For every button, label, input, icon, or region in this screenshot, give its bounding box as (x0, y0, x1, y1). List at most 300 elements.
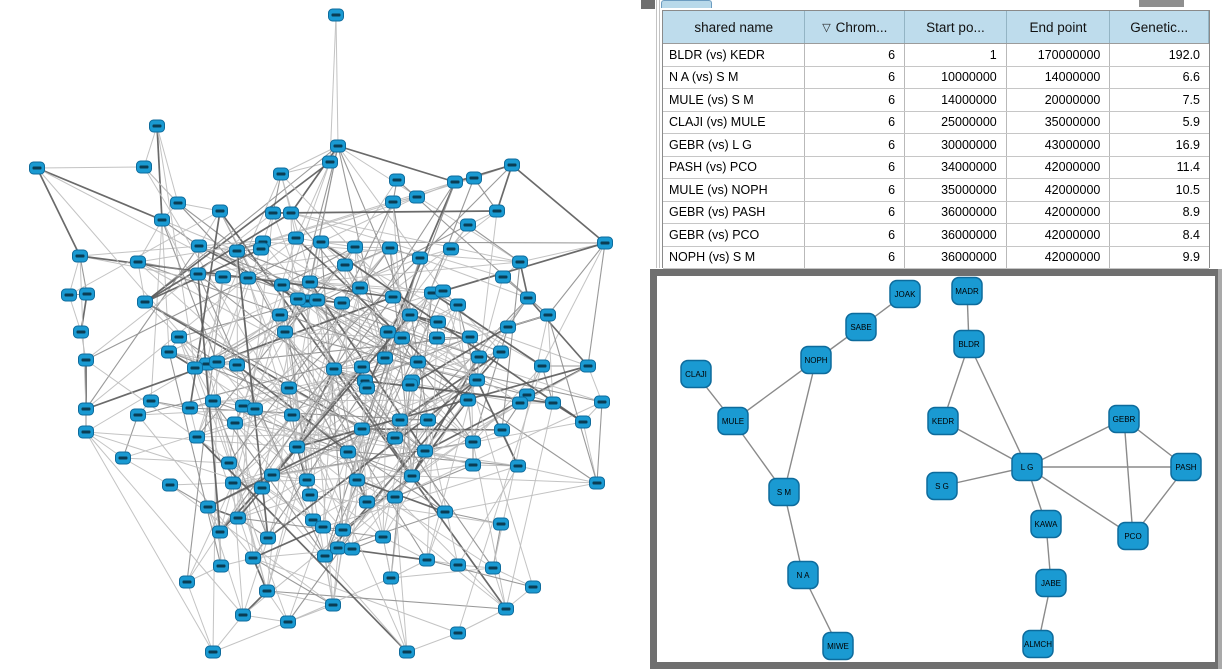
network-node[interactable] (470, 374, 485, 386)
node-label-smudge (358, 366, 367, 369)
network-node[interactable] (335, 297, 350, 309)
node-label-smudge (191, 367, 200, 370)
scrollbar-thumb[interactable] (1139, 0, 1184, 7)
subnetwork-node-MULE[interactable] (718, 408, 748, 435)
cell-shared-name[interactable]: N A (vs) S M (663, 67, 805, 89)
node-label-smudge (175, 336, 184, 339)
subnetwork-node-CLAJI[interactable] (681, 361, 711, 388)
network-node[interactable] (180, 576, 195, 588)
network-node[interactable] (318, 550, 333, 562)
network-node[interactable] (486, 562, 501, 574)
table-row[interactable] (663, 44, 1209, 67)
subnetwork-node-label: BLDR (958, 340, 980, 349)
column-header-chrom---[interactable] (805, 11, 905, 43)
network-edge[interactable] (321, 242, 605, 243)
subnetwork-node-KEDR[interactable] (928, 408, 958, 435)
node-label-smudge (65, 294, 74, 297)
subnetwork-node-LG[interactable] (1012, 454, 1042, 481)
network-node[interactable] (73, 250, 88, 262)
cell-value[interactable]: 36000000 (905, 224, 1007, 246)
cell-value[interactable]: 6 (805, 224, 905, 246)
network-node[interactable] (494, 518, 509, 530)
cell-shared-name[interactable]: GEBR (vs) L G (663, 134, 805, 156)
network-node[interactable] (431, 316, 446, 328)
table-row[interactable] (663, 247, 1209, 270)
network-node[interactable] (436, 285, 451, 297)
node-label-smudge (454, 632, 463, 635)
node-label-smudge (504, 326, 513, 329)
network-edge[interactable] (506, 403, 553, 609)
network-node[interactable] (388, 491, 403, 503)
cell-shared-name[interactable]: GEBR (vs) PASH (663, 202, 805, 224)
network-node[interactable] (183, 402, 198, 414)
column-header-shared-name[interactable] (663, 11, 805, 43)
node-label-smudge (165, 351, 174, 354)
network-edge[interactable] (187, 582, 213, 652)
network-node[interactable] (190, 431, 205, 443)
network-node[interactable] (393, 414, 408, 426)
subnetwork-node-NOPH[interactable] (801, 347, 831, 374)
node-label-smudge (268, 474, 277, 477)
network-node[interactable] (201, 501, 216, 513)
node-label-smudge (193, 436, 202, 439)
node-label-smudge (147, 400, 156, 403)
network-node[interactable] (275, 279, 290, 291)
network-node[interactable] (378, 352, 393, 364)
node-label-smudge (424, 419, 433, 422)
network-node[interactable] (171, 197, 186, 209)
node-label-smudge (601, 242, 610, 245)
network-node[interactable] (248, 403, 263, 415)
network-node[interactable] (213, 526, 228, 538)
subnetwork-node-PCO[interactable] (1118, 523, 1148, 550)
subnetwork-node-MIWE[interactable] (823, 633, 853, 660)
network-node[interactable] (546, 397, 561, 409)
network-node[interactable] (341, 446, 356, 458)
network-node[interactable] (316, 521, 331, 533)
network-node[interactable] (310, 294, 325, 306)
network-node[interactable] (576, 416, 591, 428)
subnetwork-canvas[interactable] (657, 276, 1215, 662)
network-node[interactable] (260, 585, 275, 597)
network-node[interactable] (495, 424, 510, 436)
cell-value[interactable]: 35000000 (905, 179, 1007, 201)
subnetwork-node-label: MIWE (827, 642, 849, 651)
network-node[interactable] (206, 395, 221, 407)
network-node[interactable] (505, 159, 520, 171)
network-node[interactable] (116, 452, 131, 464)
node-label-smudge (313, 299, 322, 302)
cell-shared-name[interactable]: NOPH (vs) S M (663, 247, 805, 269)
network-node[interactable] (285, 409, 300, 421)
subnetwork-node-KAWA[interactable] (1031, 511, 1061, 538)
network-node[interactable] (230, 245, 245, 257)
network-node[interactable] (526, 581, 541, 593)
network-node[interactable] (467, 172, 482, 184)
node-label-smudge (229, 482, 238, 485)
network-node[interactable] (266, 207, 281, 219)
network-node[interactable] (535, 360, 550, 372)
cell-shared-name[interactable]: CLAJI (vs) MULE (663, 112, 805, 134)
network-node[interactable] (421, 414, 436, 426)
cell-value[interactable]: 9.9 (1182, 250, 1200, 265)
cell-value[interactable]: 42000000 (1007, 247, 1111, 269)
subnetwork-node-SABE[interactable] (846, 314, 876, 341)
network-node[interactable] (192, 240, 207, 252)
cell-shared-name[interactable]: GEBR (vs) PCO (663, 224, 805, 246)
subnetwork-node-BLDR[interactable] (954, 331, 984, 358)
network-node[interactable] (350, 474, 365, 486)
node-label-smudge (332, 14, 341, 17)
network-node[interactable] (388, 432, 403, 444)
table-tab-fragment[interactable] (661, 0, 712, 8)
node-label-smudge (219, 276, 228, 279)
network-node[interactable] (210, 356, 225, 368)
node-label-smudge (264, 537, 273, 540)
cell-value[interactable]: 6 (805, 134, 905, 156)
network-node[interactable] (521, 292, 536, 304)
node-label-smudge (475, 356, 484, 359)
network-node[interactable] (418, 445, 433, 457)
network-node[interactable] (381, 326, 396, 338)
node-label-smudge (416, 257, 425, 260)
cell-value[interactable]: 7.5 (1182, 92, 1200, 107)
cell-value[interactable]: 42000000 (1007, 157, 1111, 179)
cell-value[interactable]: 25000000 (905, 112, 1007, 134)
network-node[interactable] (496, 271, 511, 283)
table-row[interactable] (663, 112, 1209, 135)
network-node[interactable] (355, 423, 370, 435)
network-node[interactable] (281, 616, 296, 628)
network-node[interactable] (222, 457, 237, 469)
network-node[interactable] (254, 243, 269, 255)
network-node[interactable] (420, 554, 435, 566)
network-edge[interactable] (273, 211, 497, 213)
column-header-start-po---[interactable] (905, 11, 1007, 43)
node-label-smudge (579, 421, 588, 424)
node-label-smudge (326, 161, 335, 164)
cell-value[interactable]: 14000000 (905, 89, 1007, 111)
filter-sort-icon[interactable]: ▽ (822, 21, 831, 34)
network-node[interactable] (403, 309, 418, 321)
network-node[interactable] (451, 299, 466, 311)
panel-splitter[interactable] (656, 0, 657, 268)
network-node[interactable] (241, 272, 256, 284)
network-node[interactable] (172, 331, 187, 343)
network-node[interactable] (360, 382, 375, 394)
network-node[interactable] (513, 256, 528, 268)
cell-value[interactable]: 35000000 (1007, 112, 1111, 134)
cell-shared-name[interactable]: PASH (vs) PCO (663, 157, 805, 179)
subnetwork-node-NA[interactable] (788, 562, 818, 589)
network-node[interactable] (513, 397, 528, 409)
network-node[interactable] (490, 205, 505, 217)
network-node[interactable] (348, 241, 363, 253)
network-node[interactable] (216, 271, 231, 283)
cell-value[interactable]: 34000000 (905, 157, 1007, 179)
cell-value[interactable]: 42000000 (1007, 224, 1111, 246)
network-node[interactable] (300, 474, 315, 486)
network-node[interactable] (595, 396, 610, 408)
network-node[interactable] (461, 219, 476, 231)
network-node[interactable] (376, 531, 391, 543)
network-node[interactable] (413, 252, 428, 264)
cell-shared-name[interactable]: BLDR (vs) KEDR (663, 44, 805, 66)
network-edge[interactable] (86, 432, 213, 652)
cell-value[interactable]: 10.5 (1175, 182, 1200, 197)
subnetwork-node-ALMCH[interactable] (1023, 631, 1053, 658)
network-node[interactable] (400, 646, 415, 658)
network-node[interactable] (188, 362, 203, 374)
table-row[interactable] (663, 224, 1209, 247)
network-node[interactable] (386, 196, 401, 208)
network-node[interactable] (353, 282, 368, 294)
cell-value[interactable]: 10000000 (905, 67, 1007, 89)
network-node[interactable] (30, 162, 45, 174)
network-node[interactable] (338, 259, 353, 271)
network-node[interactable] (162, 346, 177, 358)
network-node[interactable] (494, 346, 509, 358)
network-node[interactable] (289, 232, 304, 244)
network-node[interactable] (430, 332, 445, 344)
network-node[interactable] (155, 214, 170, 226)
node-label-smudge (516, 402, 525, 405)
network-node[interactable] (463, 331, 478, 343)
network-node[interactable] (291, 293, 306, 305)
node-label-smudge (119, 457, 128, 460)
cell-value[interactable]: 42000000 (1007, 202, 1111, 224)
network-node[interactable] (405, 470, 420, 482)
network-node[interactable] (278, 326, 293, 338)
cell-value[interactable]: 20000000 (1007, 89, 1111, 111)
subnetwork-node-label: JABE (1040, 579, 1062, 588)
cell-value[interactable]: 170000000 (1007, 44, 1111, 66)
node-label-smudge (408, 475, 417, 478)
network-node[interactable] (282, 382, 297, 394)
column-header-genetic---[interactable] (1110, 11, 1209, 43)
cell-value[interactable]: 8.9 (1182, 205, 1200, 220)
table-row[interactable] (663, 157, 1209, 180)
node-label-smudge (141, 301, 150, 304)
network-node[interactable] (386, 291, 401, 303)
table-row[interactable] (663, 179, 1209, 202)
network-node[interactable] (438, 506, 453, 518)
network-edge[interactable] (445, 483, 597, 512)
subnetwork-node-MADR[interactable] (952, 278, 982, 305)
network-node[interactable] (274, 168, 289, 180)
node-label-smudge (469, 464, 478, 467)
network-node[interactable] (327, 363, 342, 375)
network-edge[interactable] (512, 165, 605, 243)
subnetwork-node-JOAK[interactable] (890, 281, 920, 308)
cell-value[interactable]: 6 (805, 157, 905, 179)
network-node[interactable] (403, 379, 418, 391)
network-node[interactable] (499, 603, 514, 615)
node-label-smudge (269, 212, 278, 215)
cell-value[interactable]: 14000000 (1007, 67, 1111, 89)
network-node[interactable] (230, 359, 245, 371)
network-edge[interactable] (213, 622, 288, 652)
network-node[interactable] (191, 268, 206, 280)
subnetwork-edge-GEBR-PCO[interactable] (1124, 419, 1133, 536)
network-node[interactable] (273, 309, 288, 321)
node-label-smudge (414, 361, 423, 364)
network-node[interactable] (360, 496, 375, 508)
network-node[interactable] (444, 243, 459, 255)
cell-shared-name[interactable]: MULE (vs) NOPH (663, 179, 805, 201)
cell-value[interactable]: 8.4 (1182, 227, 1200, 242)
network-node[interactable] (284, 207, 299, 219)
network-node[interactable] (395, 332, 410, 344)
cell-value[interactable]: 6 (805, 89, 905, 111)
node-label-smudge (317, 241, 326, 244)
table-row[interactable] (663, 202, 1209, 225)
network-node[interactable] (150, 120, 165, 132)
network-node[interactable] (590, 477, 605, 489)
network-node[interactable] (345, 543, 360, 555)
subnetwork-edge-BLDR-LG[interactable] (969, 344, 1027, 467)
network-edge[interactable] (458, 466, 518, 565)
subnetwork-node-JABE[interactable] (1036, 570, 1066, 597)
node-label-smudge (213, 361, 222, 364)
cell-value[interactable]: 30000000 (905, 134, 1007, 156)
subnetwork-node-SG[interactable] (927, 473, 957, 500)
network-node[interactable] (451, 627, 466, 639)
network-node[interactable] (329, 9, 344, 21)
network-node[interactable] (598, 237, 613, 249)
network-node[interactable] (236, 609, 251, 621)
network-edge[interactable] (37, 168, 80, 256)
cell-value[interactable]: 36000000 (905, 202, 1007, 224)
network-node[interactable] (62, 289, 77, 301)
network-node[interactable] (466, 459, 481, 471)
network-node[interactable] (384, 572, 399, 584)
network-node[interactable] (411, 356, 426, 368)
network-node[interactable] (131, 409, 146, 421)
node-label-smudge (398, 337, 407, 340)
network-node[interactable] (466, 436, 481, 448)
node-label-smudge (413, 196, 422, 199)
cell-value[interactable]: 11.4 (1176, 160, 1200, 175)
network-edge[interactable] (37, 168, 162, 220)
network-node[interactable] (74, 326, 89, 338)
network-node[interactable] (265, 469, 280, 481)
network-node[interactable] (511, 460, 526, 472)
network-node[interactable] (501, 321, 516, 333)
network-node[interactable] (541, 309, 556, 321)
network-node[interactable] (461, 394, 476, 406)
network-node[interactable] (79, 426, 94, 438)
network-node[interactable] (131, 256, 146, 268)
subnetwork-node-GEBR[interactable] (1109, 406, 1139, 433)
network-node[interactable] (226, 477, 241, 489)
network-node[interactable] (390, 174, 405, 186)
network-node[interactable] (79, 403, 94, 415)
cell-value[interactable]: 6 (805, 247, 905, 269)
network-node[interactable] (79, 354, 94, 366)
network-node[interactable] (323, 156, 338, 168)
network-node[interactable] (290, 441, 305, 453)
network-node[interactable] (228, 417, 243, 429)
network-node[interactable] (213, 205, 228, 217)
cell-value[interactable]: 6 (805, 202, 905, 224)
cell-value[interactable]: 5.9 (1182, 115, 1200, 130)
network-node[interactable] (303, 276, 318, 288)
network-node[interactable] (336, 524, 351, 536)
cell-value[interactable]: 43000000 (1007, 134, 1111, 156)
network-node[interactable] (581, 360, 596, 372)
subnetwork-node-label: ALMCH (1023, 640, 1053, 649)
toolbar-fragment (641, 0, 655, 9)
network-node[interactable] (214, 560, 229, 572)
node-label-smudge (288, 414, 297, 417)
network-node[interactable] (451, 559, 466, 571)
network-edge[interactable] (37, 167, 144, 168)
subnetwork-node-SM[interactable] (769, 479, 799, 506)
cell-value[interactable]: 16.9 (1175, 137, 1200, 152)
node-label-smudge (351, 246, 360, 249)
network-node[interactable] (261, 532, 276, 544)
node-label-smudge (263, 590, 272, 593)
cell-shared-name[interactable]: MULE (vs) S M (663, 89, 805, 111)
cell-value[interactable]: 6 (805, 179, 905, 201)
cell-value[interactable]: 6 (805, 112, 905, 134)
network-node[interactable] (472, 351, 487, 363)
cell-value[interactable]: 6 (805, 44, 905, 66)
cell-value[interactable]: 1 (905, 44, 1007, 66)
network-node[interactable] (255, 482, 270, 494)
network-node[interactable] (80, 288, 95, 300)
network-node[interactable] (137, 161, 152, 173)
network-node[interactable] (231, 512, 246, 524)
network-edge[interactable] (336, 15, 338, 146)
table-row[interactable] (663, 134, 1209, 157)
cell-value[interactable]: 36000000 (905, 247, 1007, 269)
network-node[interactable] (383, 242, 398, 254)
table-row[interactable] (663, 89, 1209, 112)
column-header-label: Genetic... (1130, 19, 1189, 35)
network-node[interactable] (144, 395, 159, 407)
cell-value[interactable]: 192.0 (1168, 47, 1200, 62)
cell-value[interactable]: 6 (805, 67, 905, 89)
network-node[interactable] (326, 599, 341, 611)
network-node[interactable] (331, 140, 346, 152)
network-node[interactable] (331, 542, 346, 554)
network-edge[interactable] (418, 362, 602, 402)
network-node[interactable] (163, 479, 178, 491)
network-node[interactable] (206, 646, 221, 658)
network-node[interactable] (448, 176, 463, 188)
network-node[interactable] (303, 489, 318, 501)
subnetwork-node-PASH[interactable] (1171, 454, 1201, 481)
network-edge[interactable] (597, 402, 602, 483)
node-label-smudge (82, 431, 91, 434)
panel-border-highlight (1218, 269, 1222, 669)
column-header-end-point[interactable] (1007, 11, 1111, 43)
network-node[interactable] (410, 191, 425, 203)
node-label-smudge (384, 331, 393, 334)
cell-value[interactable]: 42000000 (1007, 179, 1111, 201)
node-label-smudge (294, 298, 303, 301)
network-node[interactable] (246, 552, 261, 564)
subnetwork-node-label: PASH (1175, 463, 1197, 472)
cell-value[interactable]: 6.6 (1182, 70, 1200, 85)
network-node[interactable] (355, 361, 370, 373)
table-row[interactable] (663, 67, 1209, 90)
network-node[interactable] (138, 296, 153, 308)
network-node[interactable] (314, 236, 329, 248)
node-label-smudge (195, 245, 204, 248)
